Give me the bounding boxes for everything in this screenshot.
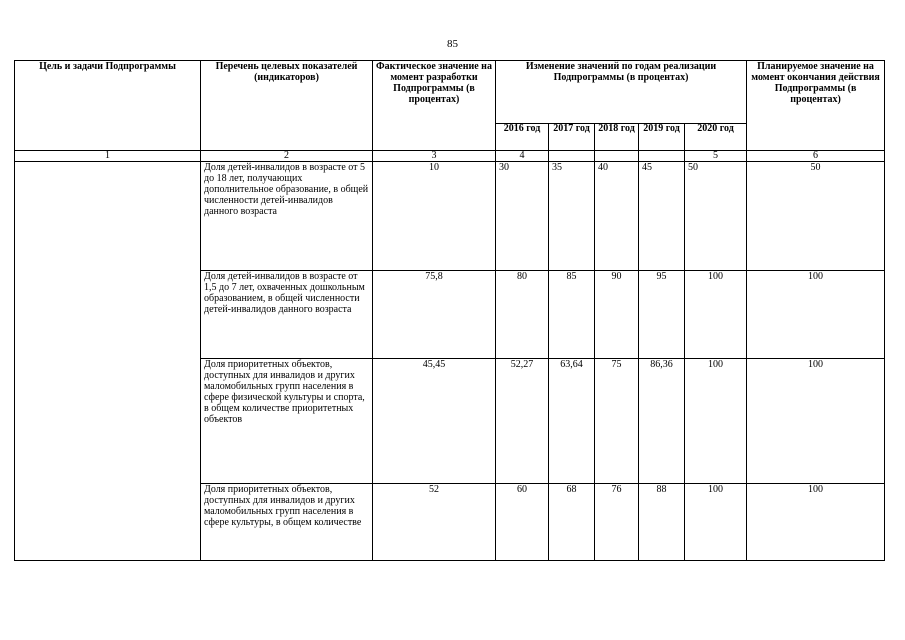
column-number: 3 [373,151,496,162]
header-change: Изменение значений по годам реализации Подпрограммы (в процентах) [496,61,747,124]
page-number: 85 [447,38,458,50]
indicator-name: Доля детей-инвалидов в возрасте от 1,5 до 7 лет, охваченных дошкольным образованием, в общей численности детей-инвалидов данного возраста [201,271,373,359]
header-indicators: Перечень целевых показателей (индикаторов) [201,61,373,151]
column-number-empty [639,151,685,162]
column-number: 2 [201,151,373,162]
value-2017: 35 [549,162,595,271]
indicator-name: Доля приоритетных объектов, доступных для инвалидов и других маломобильных групп населения в сфере культуры, в общем количестве [201,484,373,561]
column-number: 6 [747,151,885,162]
indicators-table [14,60,885,561]
header-actual: Фактическое значение на момент разработки Подпрограммы (в процентах) [373,61,496,151]
goal-cell [15,162,201,561]
header-year-2016: 2016 год [496,124,549,151]
value-2020: 100 [685,271,747,359]
value-2020: 100 [685,484,747,561]
value-2019: 86,36 [639,359,685,484]
value-2019: 95 [639,271,685,359]
value-2018: 90 [595,271,639,359]
value-2018: 76 [595,484,639,561]
value-2016: 80 [496,271,549,359]
column-number-empty [595,151,639,162]
value-2017: 68 [549,484,595,561]
column-numbers-row [15,151,885,162]
planned-value: 100 [747,271,885,359]
value-2017: 85 [549,271,595,359]
column-number-empty [549,151,595,162]
value-2018: 75 [595,359,639,484]
table-row [15,162,885,271]
value-2019: 45 [639,162,685,271]
actual-value: 52 [373,484,496,561]
value-2016: 52,27 [496,359,549,484]
indicator-name: Доля приоритетных объектов, доступных для инвалидов и других маломобильных групп населения в сфере физической культуры и спорта, в общем количестве приоритетных объектов [201,359,373,484]
header-year-2019: 2019 год [639,124,685,151]
value-2017: 63,64 [549,359,595,484]
header-year-2018: 2018 год [595,124,639,151]
value-2020: 50 [685,162,747,271]
value-2016: 60 [496,484,549,561]
value-2019: 88 [639,484,685,561]
planned-value: 100 [747,484,885,561]
actual-value: 10 [373,162,496,271]
column-number: 1 [15,151,201,162]
actual-value: 45,45 [373,359,496,484]
column-number: 5 [685,151,747,162]
header-goal: Цель и задачи Подпрограммы [15,61,201,151]
header-planned: Планируемое значение на момент окончания действия Подпрограммы (в процентах) [747,61,885,151]
value-2018: 40 [595,162,639,271]
planned-value: 50 [747,162,885,271]
header-year-2020: 2020 год [685,124,747,151]
value-2020: 100 [685,359,747,484]
planned-value: 100 [747,359,885,484]
header-year-2017: 2017 год [549,124,595,151]
indicator-name: Доля детей-инвалидов в возрасте от 5 до 18 лет, получающих дополнительное образование, в общей численности детей-инвалидов данного возраста [201,162,373,271]
column-number: 4 [496,151,549,162]
actual-value: 75,8 [373,271,496,359]
value-2016: 30 [496,162,549,271]
